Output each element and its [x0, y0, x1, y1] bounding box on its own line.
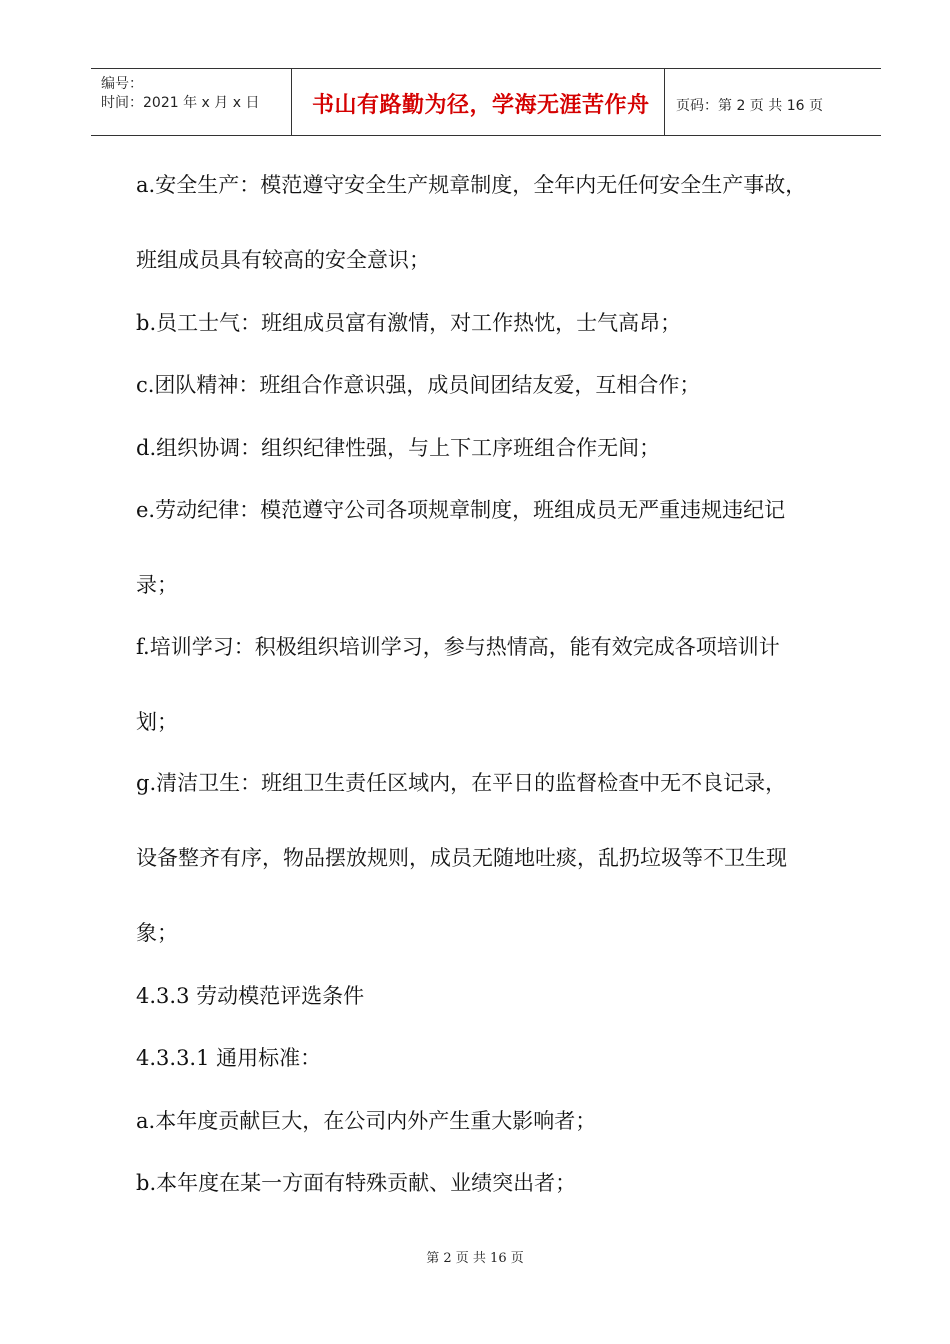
body-line: d.组织协调：组织纪律性强，与上下工序班组合作无间； — [136, 436, 661, 460]
body-line: b.本年度在某一方面有特殊贡献、业绩突出者； — [136, 1171, 577, 1195]
body-line: b.员工士气：班组成员富有激情，对工作热忱，士气高昂； — [136, 311, 682, 335]
body-line: 班组成员具有较高的安全意识； — [136, 248, 430, 272]
header-page-number: 页码：第 2 页 共 16 页 — [676, 98, 823, 114]
header-motto: 书山有路勤为径，学海无涯苦作舟 — [312, 93, 650, 118]
page-footer: 第 2 页 共 16 页 — [426, 1251, 524, 1266]
header-page-cell — [665, 69, 881, 135]
body-line: 象； — [136, 921, 178, 945]
body-line: c.团队精神：班组合作意识强，成员间团结友爱，互相合作； — [136, 373, 701, 397]
section-heading: 4.3.3 劳动模范评选条件 — [136, 984, 365, 1008]
body-line: 设备整齐有序，物品摆放规则，成员无随地吐痰，乱扔垃圾等不卫生现 — [136, 846, 787, 870]
document-id-label: 编号： — [101, 76, 143, 92]
body-line: 录； — [136, 573, 178, 597]
body-line: a.本年度贡献巨大，在公司内外产生重大影响者； — [136, 1109, 597, 1133]
body-line: 划； — [136, 710, 178, 734]
header-motto-cell — [292, 69, 665, 135]
document-time-label: 时间：2021 年 x 月 x 日 — [101, 95, 260, 111]
page-header — [91, 68, 881, 136]
subsection-heading: 4.3.3.1 通用标准： — [136, 1046, 322, 1070]
body-line: a.安全生产：模范遵守安全生产规章制度，全年内无任何安全生产事故， — [136, 173, 807, 197]
body-line: g.清洁卫生：班组卫生责任区域内，在平日的监督检查中无不良记录， — [136, 771, 787, 795]
body-line: f.培训学习：积极组织培训学习，参与热情高，能有效完成各项培训计 — [136, 635, 780, 659]
body-line: e.劳动纪律：模范遵守公司各项规章制度，班组成员无严重违规违纪记 — [136, 498, 786, 522]
header-meta-cell — [91, 69, 292, 135]
